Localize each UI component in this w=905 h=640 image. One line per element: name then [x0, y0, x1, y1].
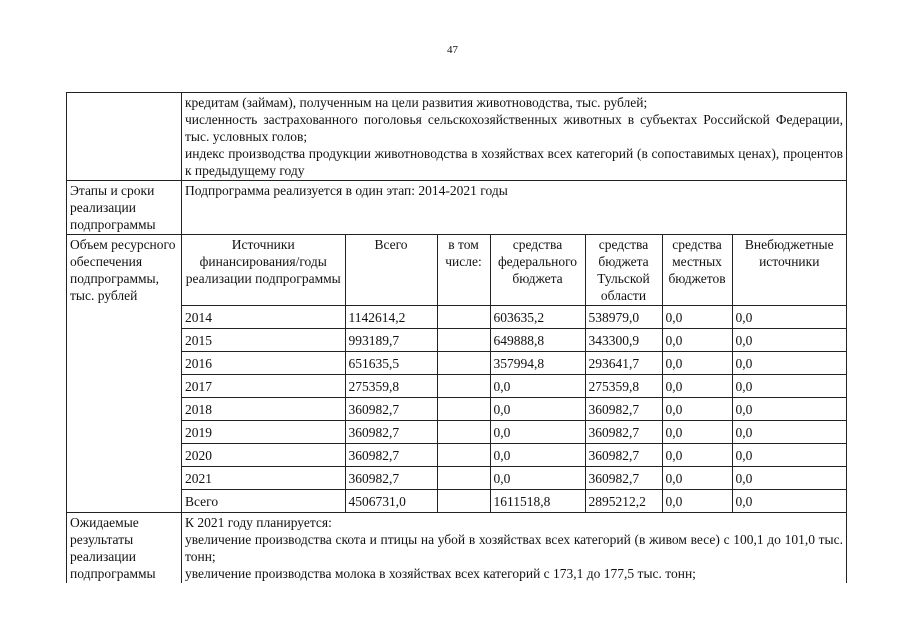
- regional-cell: 275359,8: [585, 375, 662, 398]
- local-cell: 0,0: [662, 329, 732, 352]
- extrabudget-cell: 0,0: [732, 467, 846, 490]
- extrabudget-cell: 0,0: [732, 398, 846, 421]
- federal-cell: 357994,8: [490, 352, 585, 375]
- local-cell: 0,0: [662, 306, 732, 329]
- federal-cell: 0,0: [490, 398, 585, 421]
- regional-cell: 360982,7: [585, 421, 662, 444]
- total-cell: 4506731,0: [345, 490, 437, 513]
- local-cell: 0,0: [662, 398, 732, 421]
- results-line: К 2021 году планируется:: [185, 515, 332, 530]
- year-cell: 2020: [182, 444, 345, 467]
- header-federal: средства федерального бюджета: [490, 235, 585, 306]
- funding-row: [67, 235, 847, 513]
- federal-cell: 0,0: [490, 467, 585, 490]
- total-cell: 1142614,2: [345, 306, 437, 329]
- header-sources: Источники финансирования/годы реализации подпрограммы: [182, 235, 345, 306]
- year-cell: 2016: [182, 352, 345, 375]
- results-cell: [182, 513, 847, 584]
- funding-data-row: [182, 421, 846, 444]
- including-cell: [437, 444, 490, 467]
- including-cell: [437, 375, 490, 398]
- funding-data-row: [182, 490, 846, 513]
- federal-cell: 0,0: [490, 421, 585, 444]
- header-extrabudget: Внебюджетные источники: [732, 235, 846, 306]
- indicator-line: индекс производства продукции животноводства в хозяйствах всех категорий (в сопоставимых ценах), процентов к предыдущему году: [185, 146, 843, 178]
- extrabudget-cell: 0,0: [732, 306, 846, 329]
- including-cell: [437, 329, 490, 352]
- total-cell: 360982,7: [345, 467, 437, 490]
- funding-data-row: [182, 444, 846, 467]
- federal-cell: 1611518,8: [490, 490, 585, 513]
- header-including: в том числе:: [437, 235, 490, 306]
- including-cell: [437, 398, 490, 421]
- results-label: Ожидаемые результаты реализации подпрограммы: [67, 513, 182, 584]
- regional-cell: 360982,7: [585, 444, 662, 467]
- local-cell: 0,0: [662, 467, 732, 490]
- regional-cell: 538979,0: [585, 306, 662, 329]
- total-cell: 360982,7: [345, 444, 437, 467]
- including-cell: [437, 490, 490, 513]
- total-cell: 993189,7: [345, 329, 437, 352]
- header-regional: средства бюджета Тульской области: [585, 235, 662, 306]
- extrabudget-cell: 0,0: [732, 375, 846, 398]
- regional-cell: 343300,9: [585, 329, 662, 352]
- funding-data-row: [182, 329, 846, 352]
- federal-cell: 603635,2: [490, 306, 585, 329]
- total-cell: 651635,5: [345, 352, 437, 375]
- total-cell: 360982,7: [345, 421, 437, 444]
- header-local: средства местных бюджетов: [662, 235, 732, 306]
- federal-cell: 0,0: [490, 444, 585, 467]
- regional-cell: 293641,7: [585, 352, 662, 375]
- funding-label: Объем ресурсного обеспечения подпрограммы, тыс. рублей: [67, 235, 182, 513]
- stages-label: Этапы и сроки реализации подпрограммы: [67, 181, 182, 235]
- funding-table: [182, 235, 846, 512]
- stages-text: Подпрограмма реализуется в один этап: 2014-2021 годы: [182, 181, 847, 235]
- including-cell: [437, 352, 490, 375]
- local-cell: 0,0: [662, 444, 732, 467]
- indicators-label-cell: [67, 93, 182, 181]
- year-cell: 2014: [182, 306, 345, 329]
- page-number: 47: [447, 44, 458, 56]
- year-cell: 2018: [182, 398, 345, 421]
- year-cell: Всего: [182, 490, 345, 513]
- indicators-row: [67, 93, 847, 181]
- funding-data-row: [182, 375, 846, 398]
- funding-cell: [182, 235, 847, 513]
- local-cell: 0,0: [662, 421, 732, 444]
- indicator-line: кредитам (займам), полученным на цели развития животноводства, тыс. рублей;: [185, 95, 648, 110]
- regional-cell: 360982,7: [585, 467, 662, 490]
- including-cell: [437, 421, 490, 444]
- results-row: [67, 513, 847, 584]
- funding-header-row: [182, 235, 846, 306]
- header-total: Всего: [345, 235, 437, 306]
- indicator-line: численность застрахованного поголовья сельскохозяйственных животных в субъектах Российской Федерации, тыс. условных голов;: [185, 112, 843, 144]
- extrabudget-cell: 0,0: [732, 444, 846, 467]
- including-cell: [437, 306, 490, 329]
- funding-data-row: [182, 467, 846, 490]
- year-cell: 2019: [182, 421, 345, 444]
- federal-cell: 0,0: [490, 375, 585, 398]
- regional-cell: 360982,7: [585, 398, 662, 421]
- extrabudget-cell: 0,0: [732, 421, 846, 444]
- local-cell: 0,0: [662, 352, 732, 375]
- results-line: увеличение производства молока в хозяйствах всех категорий с 173,1 до 177,5 тыс. тонн;: [185, 566, 696, 581]
- extrabudget-cell: 0,0: [732, 329, 846, 352]
- results-line: увеличение производства скота и птицы на убой в хозяйствах всех категорий (в живом весе) с 100,1 до 101,0 тыс. тонн;: [185, 532, 843, 564]
- funding-data-row: [182, 352, 846, 375]
- local-cell: 0,0: [662, 375, 732, 398]
- total-cell: 275359,8: [345, 375, 437, 398]
- including-cell: [437, 467, 490, 490]
- year-cell: 2021: [182, 467, 345, 490]
- funding-data-row: [182, 398, 846, 421]
- indicators-cell: [182, 93, 847, 181]
- regional-cell: 2895212,2: [585, 490, 662, 513]
- year-cell: 2017: [182, 375, 345, 398]
- local-cell: 0,0: [662, 490, 732, 513]
- funding-data-row: [182, 306, 846, 329]
- year-cell: 2015: [182, 329, 345, 352]
- passport-table: [66, 92, 847, 583]
- stages-row: [67, 181, 847, 235]
- federal-cell: 649888,8: [490, 329, 585, 352]
- total-cell: 360982,7: [345, 398, 437, 421]
- extrabudget-cell: 0,0: [732, 352, 846, 375]
- extrabudget-cell: 0,0: [732, 490, 846, 513]
